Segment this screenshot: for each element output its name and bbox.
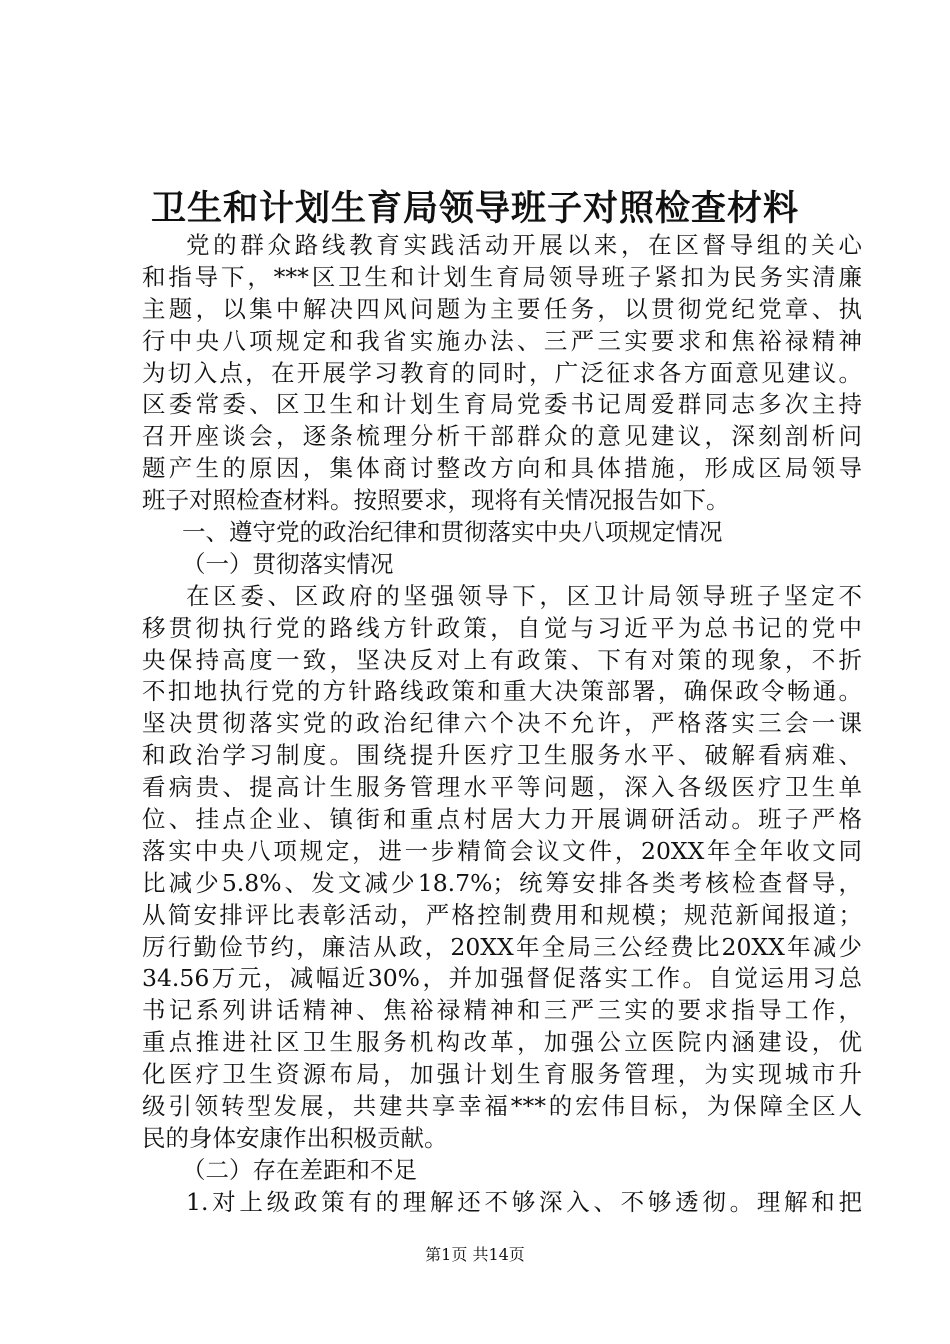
paragraph-line: 厉行勤俭节约，廉洁从政，20XX年全局三公经费比20XX年减少 (142, 932, 862, 961)
subsection-heading: （二）存在差距和不足 (182, 1155, 417, 1184)
page-number-footer: 第1页 共14页 (425, 1245, 525, 1264)
paragraph-line: 1.对上级政策有的理解还不够深入、不够透彻。理解和把 (186, 1187, 862, 1216)
paragraph-line: 区委常委、区卫生和计划生育局党委书记周爱群同志多次主持 (142, 390, 862, 419)
paragraph-line: 书记系列讲话精神、焦裕禄精神和三严三实的要求指导工作， (142, 996, 862, 1025)
paragraph-line: 主题，以集中解决四风问题为主要任务，以贯彻党纪党章、执 (142, 294, 862, 323)
paragraph-line: 不扣地执行党的方针路线政策和重大决策部署，确保政令畅通。 (142, 677, 862, 706)
subsection-heading: （一）贯彻落实情况 (182, 549, 394, 578)
document-title: 卫生和计划生育局领导班子对照检查材料 (150, 188, 799, 229)
paragraph-line: 位、挂点企业、镇街和重点村居大力开展调研活动。班子严格 (142, 805, 862, 834)
paragraph-line: 级引领转型发展，共建共享幸福***的宏伟目标，为保障全区人 (142, 1092, 862, 1121)
section-heading: 一、遵守党的政治纪律和贯彻落实中央八项规定情况 (182, 518, 723, 547)
paragraph-line: 央保持高度一致，坚决反对上有政策、下有对策的现象，不折 (142, 645, 862, 674)
paragraph-line: 34.56万元，减幅近30%，并加强督促落实工作。自觉运用习总 (142, 964, 862, 993)
paragraph-line: 民的身体安康作出积极贡献。 (142, 1123, 448, 1152)
document-body (142, 230, 862, 1219)
paragraph-line: 行中央八项规定和我省实施办法、三严三实要求和焦裕禄精神 (142, 326, 862, 355)
paragraph-line: 召开座谈会，逐条梳理分析干部群众的意见建议，深刻剖析问 (142, 422, 862, 451)
paragraph-line: 化医疗卫生资源布局，加强计划生育服务管理，为实现城市升 (142, 1060, 862, 1089)
paragraph-line: 为切入点，在开展学习教育的同时，广泛征求各方面意见建议。 (142, 358, 862, 387)
paragraph-line: 和政治学习制度。围绕提升医疗卫生服务水平、破解看病难、 (142, 741, 862, 770)
paragraph-line: 坚决贯彻落实党的政治纪律六个决不允许，严格落实三会一课 (142, 709, 862, 738)
paragraph-line: 班子对照检查材料。按照要求，现将有关情况报告如下。 (142, 486, 730, 515)
paragraph-line: 落实中央八项规定，进一步精简会议文件，20XX年全年收文同 (142, 836, 862, 865)
paragraph-line: 在区委、区政府的坚强领导下，区卫计局领导班子坚定不 (186, 581, 862, 610)
paragraph-line: 党的群众路线教育实践活动开展以来，在区督导组的关心 (186, 231, 862, 259)
paragraph-line: 重点推进社区卫生服务机构改革，加强公立医院内涵建设，优 (142, 1028, 862, 1057)
paragraph-line: 题产生的原因，集体商讨整改方向和具体措施，形成区局领导 (142, 454, 862, 483)
paragraph-line: 比减少5.8%、发文减少18.7%；统筹安排各类考核检查督导， (142, 868, 862, 897)
paragraph-line: 看病贵、提高计生服务管理水平等问题，深入各级医疗卫生单 (142, 773, 862, 802)
paragraph-line: 从简安排评比表彰活动，严格控制费用和规模；规范新闻报道； (142, 900, 862, 929)
paragraph-line: 移贯彻执行党的路线方针政策，自觉与习近平为总书记的党中 (142, 613, 862, 642)
paragraph-line: 和指导下，***区卫生和计划生育局领导班子紧扣为民务实清廉 (142, 262, 862, 291)
